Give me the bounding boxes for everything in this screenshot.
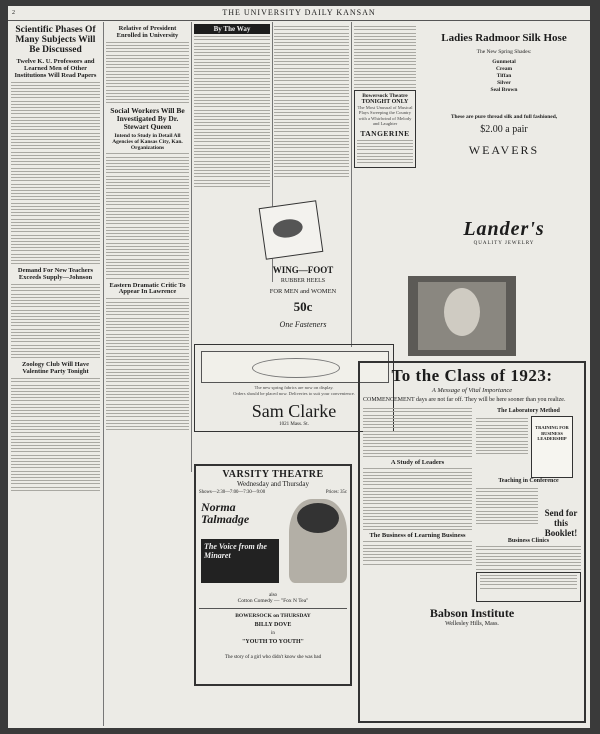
article-text [11, 378, 100, 491]
landers-logo: Lander's [463, 218, 545, 240]
study-leaders: A Study of Leaders [390, 459, 445, 467]
column-rule [351, 22, 352, 347]
coupon[interactable] [476, 572, 581, 602]
shade-item: Seal Brown [490, 86, 518, 93]
brand-logo: One Fasteners [279, 320, 327, 329]
shade-list [423, 59, 585, 94]
teaching-conference: Teaching in Conference [498, 478, 559, 484]
article-text [476, 486, 538, 536]
babson-columns [363, 406, 581, 602]
column-rule [103, 22, 104, 726]
showtimes: Shows—2:30—7:00—7:30—9:00 [199, 490, 266, 495]
sam-clarke-address: 1021 Mass. St. [279, 422, 309, 427]
varsity-theatre-ad [194, 464, 352, 686]
radmoor-title: Ladies Radmoor Silk Hose [441, 32, 567, 44]
masthead [8, 6, 590, 21]
business-clinics: Business Clinics [507, 538, 550, 544]
coupon-lines [477, 575, 580, 589]
article-text [106, 298, 189, 430]
sam-clarke-line2: Orders should be placed now. Deliveries to suit your convenience. [233, 391, 355, 396]
babson-address: Wellesley Hills, Mass. [445, 620, 499, 627]
youth-to-youth: "YOUTH TO YOUTH" [242, 639, 304, 645]
star-name: Norma Talmadge [201, 500, 250, 526]
weavers-logo: WEAVERS [468, 142, 540, 157]
bowersock-theatre: Bowersock Theatre [362, 92, 408, 99]
column-2 [106, 24, 189, 726]
article-text [476, 416, 528, 476]
laboratory-method: The Laboratory Method [497, 408, 560, 414]
lab-row [476, 414, 581, 478]
article-text [11, 284, 100, 358]
also-label: also [268, 593, 278, 598]
business-of-learning: The Business of Learning Business [369, 532, 466, 540]
varsity-days: Wednesday and Thursday [236, 480, 309, 488]
article-text [106, 153, 189, 278]
babson-left [363, 406, 472, 602]
column-1 [11, 24, 100, 726]
article-text [106, 42, 189, 104]
tangerine-title: TANGERINE [360, 128, 410, 138]
in-label: in [271, 631, 275, 636]
varsity-prices: Prices: 35c [325, 490, 347, 495]
spring-shades-label: The New Spring Shades: [476, 48, 532, 55]
rubber-heels-text: RUBBER HEELS [280, 278, 326, 284]
wing-foot-ad [258, 204, 348, 336]
bowersock-thursday: BOWERSOCK on THURSDAY [235, 613, 311, 619]
film-tagline: The story of a girl who didn't know she was bad [224, 655, 322, 660]
article-text [363, 408, 472, 457]
booklet-cover [531, 416, 573, 478]
babson-lead: COMMENCEMENT days are not far off. They will be here sooner than you realize. [363, 397, 566, 403]
norma-talmadge-poster [199, 499, 347, 589]
varsity-title: VARSITY THEATRE [222, 469, 324, 480]
film-title-card [201, 539, 279, 583]
send-booklet: Send for this Booklet! [544, 508, 578, 538]
babson-headline: To the Class of 1923: [391, 366, 553, 385]
article-text [11, 82, 100, 265]
article-text [274, 26, 349, 177]
shade-item: Tiffan [496, 72, 512, 79]
headline: Relative of President Enrolled in University [116, 25, 179, 39]
babson-name: Babson Institute [429, 605, 515, 620]
sam-clarke-line1: The new spring fabrics are now on display. [254, 385, 334, 390]
billy-dove: BILLY DOVE [254, 622, 292, 628]
tonight-only: TONIGHT ONLY [361, 98, 409, 105]
radmoor-ad [420, 24, 588, 214]
shade-item: Silver [497, 79, 511, 86]
headline: Zoology Club Will Have Valentine Party Tonight [21, 361, 90, 376]
star-portrait [289, 499, 347, 583]
booklet-title: TRAINING FOR BUSINESS LEADERSHIP [535, 425, 569, 441]
article-text [354, 26, 416, 88]
play-description: The Most Unusual of Musical Plays Sweeping the Country with a Whirlwind of Melody and Laughter [357, 104, 413, 127]
shade-item: Cream [495, 65, 513, 72]
wing-foot-title: WING—FOOT [272, 265, 334, 275]
babson-institute-ad [358, 361, 586, 723]
portrait-illustration [408, 276, 516, 356]
sam-clarke-name: Sam Clarke [251, 401, 337, 421]
landers-sub: QUALITY JEWELRY [473, 241, 535, 246]
landers-ad [420, 218, 588, 260]
headline: Scientific Phases Of Many Subjects Will Be Discussed [15, 25, 96, 55]
by-the-way-header: By The Way [194, 24, 270, 34]
page-number: 2 [12, 10, 16, 16]
varsity-showtimes [199, 490, 347, 495]
column-5 [420, 24, 588, 284]
subheadline: Twelve K. U. Professors and Learned Men of Other Institutions Will Read Papers [14, 57, 97, 80]
tangerine-ad [354, 90, 416, 168]
headline: Demand For New Teachers Exceeds Supply—Johnson [17, 267, 94, 282]
babson-right [476, 406, 581, 602]
article-text [363, 541, 472, 564]
babson-subhead: A Message of Vital Importance [431, 387, 513, 394]
column-rule [191, 22, 192, 472]
subheadline: Intend to Study in Detail All Agencies of Kansas City, Kan. Organizations [112, 133, 183, 152]
article-text [476, 546, 581, 569]
heel-price: 50c [293, 299, 313, 314]
shoe-heel-illustration [259, 200, 324, 260]
men-women-text: FOR MEN and WOMEN [269, 288, 337, 295]
masthead-title: THE UNIVERSITY DAILY KANSAN [222, 8, 376, 17]
teaching-row [476, 484, 581, 538]
hose-price: $2.00 a pair [480, 123, 528, 135]
silk-note: These are pure thread silk and full fashioned, [450, 113, 558, 120]
shade-item: Gunmetal [492, 58, 516, 65]
article-text [363, 468, 472, 530]
headline: Eastern Dramatic Critic To Appear In Lawrence [109, 281, 186, 296]
column-4 [354, 24, 416, 254]
headline: Social Workers Will Be Investigated By Dr. Stewart Queen [110, 106, 185, 132]
comedy-label: Cotton Comedy — "Fox N Tea" [237, 598, 309, 604]
ad-text [357, 140, 413, 163]
film-title: The Voice from the Minaret [204, 542, 267, 560]
newspaper-page [8, 6, 590, 728]
article-text [194, 36, 270, 187]
